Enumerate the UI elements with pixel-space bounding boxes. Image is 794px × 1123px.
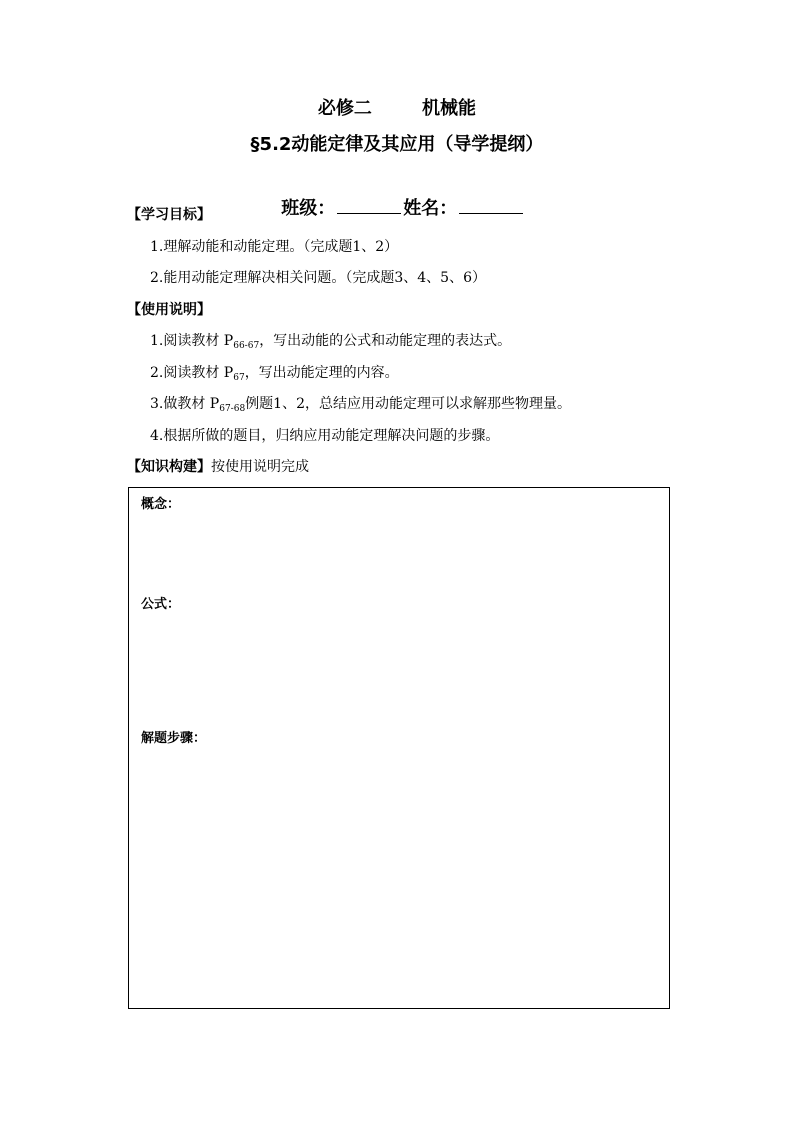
solution-steps-label: 解题步骤： — [141, 731, 207, 746]
instruction-item-1: 1.阅读教材 $P_{66-67}$，写出动能的公式和动能定理的表达式。 — [150, 333, 512, 351]
objective-item-1: 1.理解动能和动能定理。（完成题1、2） — [150, 239, 399, 255]
knowledge-note: 按使用说明完成 — [211, 459, 309, 475]
student-info-line — [0, 171, 794, 221]
class-label: 班级： — [281, 198, 336, 219]
concept-label: 概念： — [141, 497, 181, 512]
formula-label: 公式： — [141, 597, 181, 612]
name-blank-field[interactable] — [459, 195, 523, 214]
name-label: 姓名： — [403, 198, 458, 219]
objectives-heading: 【学习目标】 — [127, 207, 211, 223]
class-blank-field[interactable] — [337, 195, 401, 214]
instructions-heading: 【使用说明】 — [127, 302, 211, 318]
unit-title: 必修二 机械能 — [317, 98, 477, 119]
lesson-title: §5.2动能定律及其应用（导学提纲） — [250, 134, 544, 155]
knowledge-answer-box[interactable] — [128, 487, 670, 1009]
instruction-item-3: 3.做教材 $P_{67-68}$例题1、2，总结应用动能定理可以求解那些物理量。 — [150, 396, 572, 414]
knowledge-heading: 【知识构建】按使用说明完成 — [127, 459, 309, 475]
instruction-item-2: 2.阅读教材 $P_{67}$，写出动能定理的内容。 — [150, 365, 399, 383]
instruction-item-4: 4.根据所做的题目，归纳应用动能定理解决问题的步骤。 — [150, 428, 500, 444]
objective-item-2: 2.能用动能定理解决相关问题。（完成题3、4、5、6） — [150, 270, 486, 286]
